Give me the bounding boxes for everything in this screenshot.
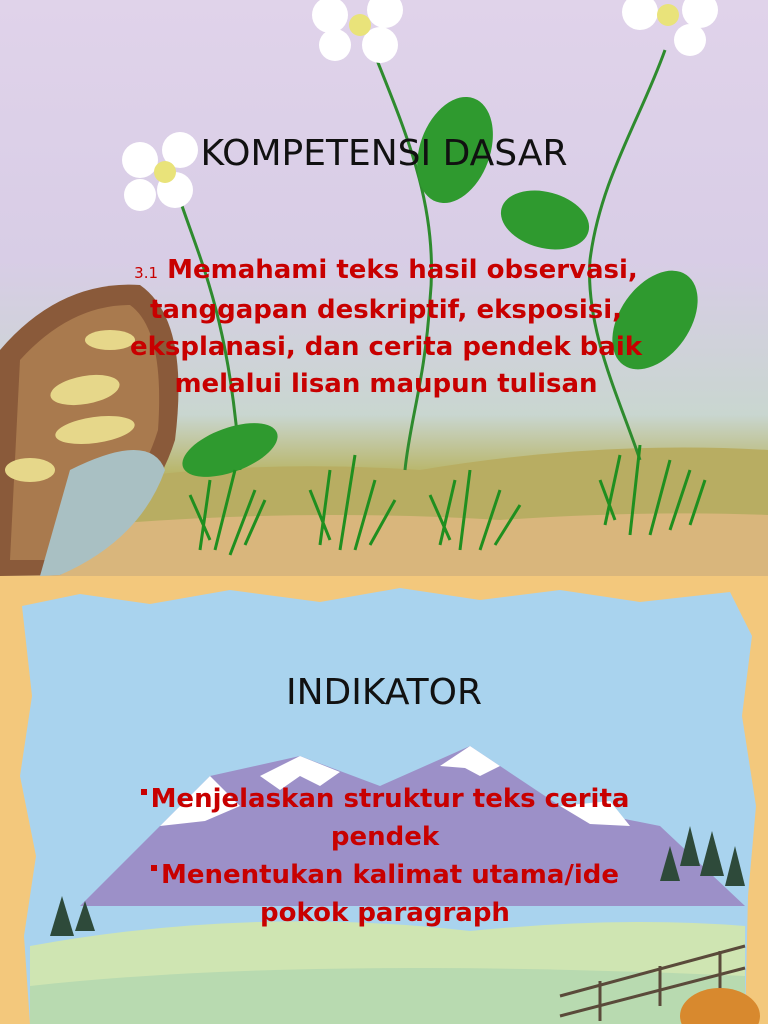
- slide-title: KOMPETENSI DASAR: [200, 133, 568, 174]
- slide-indikator: [0, 576, 768, 1024]
- list-item: [120, 780, 650, 856]
- bullet-icon: [151, 865, 157, 871]
- kompetensi-item: [112, 252, 660, 403]
- slide-title: INDIKATOR: [285, 672, 483, 713]
- bullet-icon: [141, 789, 147, 795]
- list-item-text: Menentukan kalimat utama/ide pokok paragraph: [160, 860, 620, 928]
- indikator-list: [120, 780, 650, 932]
- item-number: 3.1: [134, 264, 159, 282]
- list-item-text: Menjelaskan struktur teks cerita pendek: [150, 784, 630, 852]
- item-text: Memahami teks hasil observasi, tanggapan deskriptif, eksposisi, eksplanasi, dan cerita pendek baik melalui lisan maupun tulisan: [129, 255, 643, 399]
- list-item: [120, 856, 650, 932]
